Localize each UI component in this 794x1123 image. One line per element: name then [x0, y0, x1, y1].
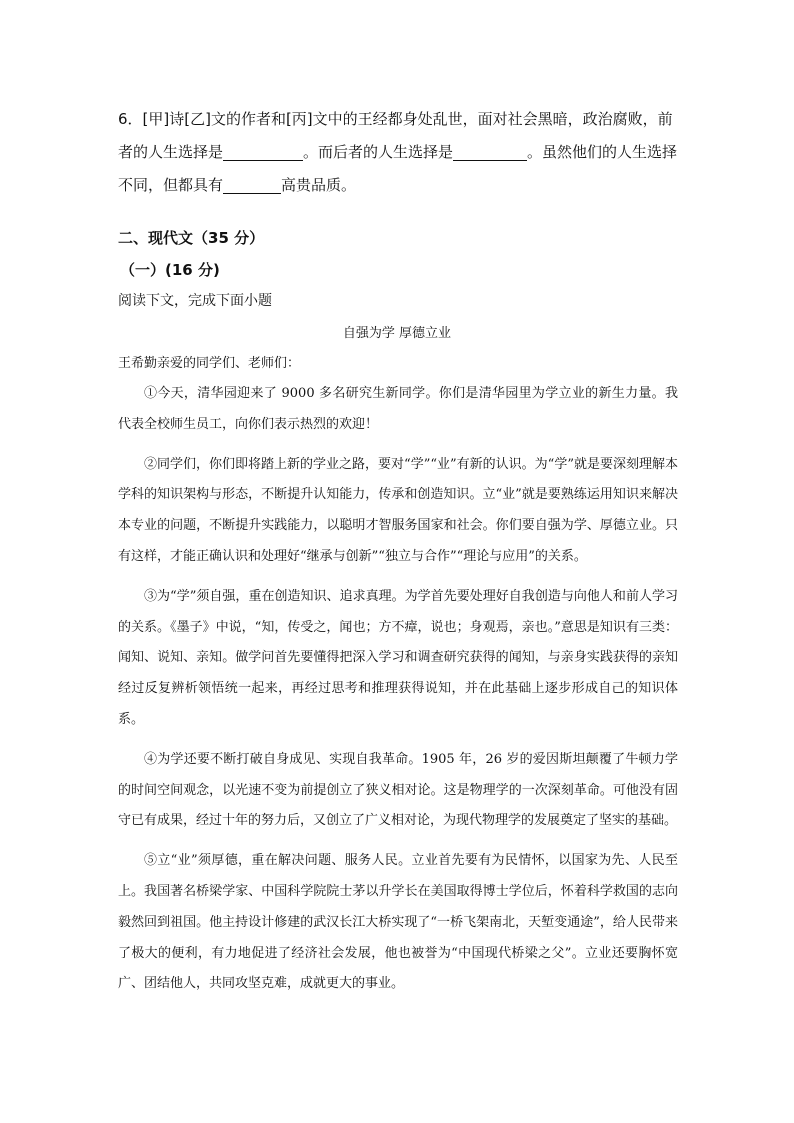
article-paragraph-3: ③为“学”须自强，重在创造知识、追求真理。为学首先要处理好自我创造与向他人和前人学习的关系。《墨子》中说，“知，传受之，闻也；方不瘴，说也；身观焉，亲也。”意思是知识有三类：闻知、说知、亲知。做学问首先要懂得把深入学习和调查研究获得的闻知，与亲身实践获得的亲知经过反复辨析领悟统一起来，再经过思考和推理获得说知，并在此基础上逐步形成自己的知识体系。	[118, 588, 678, 727]
question-6	[118, 103, 678, 202]
question-6-text-3: 。虽然他们的人生选择不同，但都具有	[118, 143, 678, 194]
article-paragraph-1: ①今天，清华园迎来了 9000 多名研究生新同学。你们是清华园里为学立业的新生力量。我代表全校师生员工，向你们表示热烈的欢迎！	[118, 386, 678, 432]
article-title: 自强为学 厚德立业	[342, 326, 452, 341]
question-6-text-2: 。而后者的人生选择是	[303, 143, 454, 161]
article-salutation: 王希勤亲爱的同学们、老师们：	[118, 356, 301, 371]
reading-instruction: 阅读下文，完成下面小题	[118, 293, 272, 309]
answer-blank-3[interactable]	[223, 175, 281, 194]
subsection-title: （一）(16 分)	[120, 261, 220, 279]
article-body	[118, 379, 678, 1009]
answer-blank-1[interactable]	[223, 142, 303, 161]
article-paragraph-4: ④为学还要不断打破自身成见、实现自我革命。1905 年，26 岁的爱因斯坦颠覆了牛顿力学的时间空间观念，以光速不变为前提创立了狭义相对论。这是物理学的一次深刻革命。可他没有固守已有成果，经过十年的努力后，又创立了广义相对论，为现代物理学的发展奠定了坚实的基础。	[118, 751, 678, 829]
answer-blank-2[interactable]	[453, 142, 527, 161]
question-6-text-1: 6．[甲]诗[乙]文的作者和[丙]文中的王经都身处乱世，面对社会黑暗，政治腐败，前者的人生选择是	[118, 110, 673, 161]
section-title: 二、现代文（35 分）	[118, 229, 265, 247]
question-6-text-4: 高贵品质。	[281, 176, 357, 194]
article-paragraph-2: ②同学们，你们即将踏上新的学业之路，要对“学”“业”有新的认识。为“学”就是要深刻理解本学科的知识架构与形态，不断提升认知能力，传承和创造知识。立“业”就是要熟练运用知识来解决本专业的问题，不断提升实践能力，以聪明才智服务国家和社会。你们要自强为学、厚德立业。只有这样，才能正确认识和处理好“继承与创新”“独立与合作”“理论与应用”的关系。	[118, 456, 678, 564]
article-paragraph-5: ⑤立“业”须厚德，重在解决问题、服务人民。立业首先要有为民情怀，以国家为先、人民至上。我国著名桥梁学家、中国科学院院士茅以升学长在美国取得博士学位后，怀着科学救国的志向毅然回到祖国。他主持设计修建的武汉长江大桥实现了“一桥飞架南北，天堑变通途”，给人民带来了极大的便利，有力地促进了经济社会发展，他也被誉为“中国现代桥梁之父”。立业还要胸怀宽广、团结他人，共同攻坚克难，成就更大的事业。	[118, 853, 678, 992]
